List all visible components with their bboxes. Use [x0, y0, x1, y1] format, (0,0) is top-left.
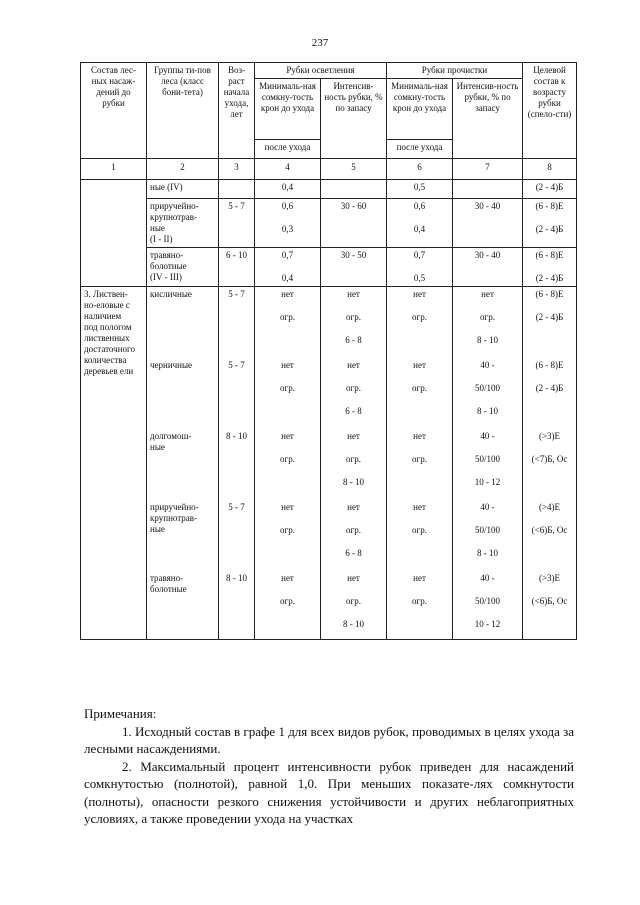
value-cell: 0,5	[413, 273, 426, 283]
value-cell: огр.	[346, 312, 361, 322]
value-cell: 50/100	[475, 525, 501, 535]
composition-line: деревьев ели	[84, 366, 134, 376]
value-cell: нет	[413, 431, 426, 441]
value-cell: огр.	[412, 525, 427, 535]
group-cell: (IV - III)	[150, 272, 182, 282]
composition-cell-empty	[81, 180, 147, 287]
header-clearing-cuts: Рубки осветления	[255, 63, 387, 79]
column-numbers-row	[81, 159, 577, 180]
table-row	[81, 248, 577, 287]
group-cell: ные (IV)	[150, 182, 183, 192]
value-cell: нет	[413, 289, 426, 299]
value-cell: 0,4	[281, 182, 294, 192]
header-intensity-1: Интенсив-ность рубки, % по запасу	[321, 79, 387, 159]
value-cell: нет	[281, 289, 294, 299]
value-cell: 30 - 50	[340, 250, 367, 260]
value-cell: нет	[281, 502, 294, 512]
value-cell: 50/100	[475, 596, 501, 606]
value-cell: 40 -	[480, 573, 495, 583]
col-number: 2	[147, 159, 219, 180]
composition-line: лиственных	[84, 333, 130, 343]
value-cell: (>3)Е	[538, 431, 561, 441]
age-cell: 5 - 7	[228, 289, 245, 299]
value-cell: 0,4	[281, 273, 294, 283]
header-intensity-2: Интенсив-ность рубки, % по запасу	[453, 79, 523, 159]
value-cell: (6 - 8)Е	[535, 289, 564, 299]
header-min-density-2: Минималь-ная сомкну-тость крон до ухода	[387, 79, 453, 140]
value-cell: (>4)Е	[538, 502, 561, 512]
composition-cell	[81, 287, 147, 640]
value-cell: нет	[347, 573, 360, 583]
value-cell: нет	[281, 431, 294, 441]
header-target-composition: Целевой состав к возрасту рубки (спело-сти)	[523, 63, 577, 159]
value-cell: огр.	[280, 454, 295, 464]
value-cell: нет	[413, 360, 426, 370]
header-after-care-2: после ухода	[387, 140, 453, 159]
composition-line: но-еловые с	[84, 300, 130, 310]
col-number: 4	[255, 159, 321, 180]
value-cell: 0,6	[413, 201, 426, 211]
group-cell: приручейно-	[150, 201, 199, 211]
col-number: 6	[387, 159, 453, 180]
col-number: 3	[219, 159, 255, 180]
notes-section	[84, 705, 574, 828]
value-cell: (2 - 4)Б	[535, 182, 564, 192]
value-cell: (<6)Б, Ос	[531, 596, 568, 606]
value-cell: огр.	[280, 383, 295, 393]
group-cell: ные	[150, 442, 165, 452]
group-cell: болотные	[150, 261, 187, 271]
value-cell: 40 -	[480, 502, 495, 512]
value-cell: огр.	[346, 596, 361, 606]
value-cell: (2 - 4)Б	[535, 312, 564, 322]
group-cell: приручейно-	[150, 502, 199, 512]
value-cell: (2 - 4)Б	[535, 383, 564, 393]
value-cell: 50/100	[475, 383, 501, 393]
composition-line: достаточного	[84, 344, 135, 354]
value-cell: огр.	[280, 596, 295, 606]
col-number: 1	[81, 159, 147, 180]
table-row	[81, 199, 577, 248]
header-after-care-1: после ухода	[255, 140, 321, 159]
value-cell: (>3)Е	[538, 573, 561, 583]
value-cell: 0,4	[413, 224, 426, 234]
value-cell: огр.	[412, 383, 427, 393]
value-cell: огр.	[346, 454, 361, 464]
value-cell: 10 - 12	[474, 619, 501, 629]
group-cell: долгомош-	[150, 431, 192, 441]
value-cell: 50/100	[475, 454, 501, 464]
page-number: 237	[311, 37, 329, 49]
value-cell: нет	[413, 502, 426, 512]
table-row	[81, 287, 577, 640]
group-cell: травяно-	[150, 250, 184, 260]
value-cell: огр.	[480, 312, 495, 322]
group-cell: кисличные	[150, 289, 192, 299]
value-cell: нет	[481, 289, 494, 299]
value-cell: 30 - 40	[474, 201, 501, 211]
composition-line: количества	[84, 355, 127, 365]
table-row	[81, 180, 577, 199]
value-cell: 8 - 10	[343, 619, 364, 629]
value-cell: 40 -	[480, 431, 495, 441]
group-cell: болотные	[150, 584, 187, 594]
value-cell: 10 - 12	[474, 477, 501, 487]
value-cell: 30 - 40	[474, 250, 501, 260]
value-cell: (<6)Б, Ос	[531, 525, 568, 535]
value-cell: нет	[347, 431, 360, 441]
value-cell: (6 - 8)Е	[535, 250, 564, 260]
group-cell: крупнотрав-	[150, 212, 198, 222]
value-cell: 0,3	[281, 224, 294, 234]
note-1: 1. Исходный состав в графе 1 для всех видов рубок, проводимых в целях ухода за лесными насаждениями.	[84, 723, 574, 756]
value-cell: (<7)Б, Ос	[531, 454, 568, 464]
value-cell: 6 - 8	[345, 335, 362, 345]
header-composition: Состав лес-ных насаж-дений до рубки	[81, 63, 147, 159]
age-cell: 8 - 10	[226, 573, 247, 583]
value-cell: огр.	[346, 383, 361, 393]
notes-title: Примечания:	[84, 706, 157, 721]
value-cell: нет	[413, 573, 426, 583]
col-number: 7	[453, 159, 523, 180]
value-cell: 0,6	[281, 201, 294, 211]
value-cell: (2 - 4)Б	[535, 273, 564, 283]
value-cell: 0,7	[413, 250, 426, 260]
value-cell: огр.	[346, 525, 361, 535]
header-cleaning-cuts: Рубки прочистки	[387, 63, 523, 79]
value-cell: 30 - 60	[340, 201, 367, 211]
value-cell: 0,7	[281, 250, 294, 260]
value-cell: 6 - 8	[345, 548, 362, 558]
composition-line: 3. Листвен-	[84, 289, 128, 299]
value-cell: 8 - 10	[477, 335, 499, 345]
age-cell: 5 - 7	[228, 502, 245, 512]
header-start-age: Воз-раст начала ухода, лет	[219, 63, 255, 159]
value-cell: нет	[347, 360, 360, 370]
note-2: 2. Максимальный процент интенсивности рубок приведен для насаждений сомкнутостью (полнотой), равной 1,0. При меньших показате-лях сомкнутости (полноты), опасности резкого снижения устойчивости и других неблагоприятных условиях, а также проведении ухода на участках	[84, 758, 574, 826]
composition-line: под пологом	[84, 322, 132, 332]
header-forest-groups: Группы ти-пов леса (класс бони-тета)	[147, 63, 219, 159]
age-cell: 6 - 10	[226, 250, 247, 260]
value-cell: нет	[347, 502, 360, 512]
group-cell: (I - II)	[150, 234, 173, 244]
value-cell: огр.	[412, 454, 427, 464]
value-cell: 6 - 8	[345, 406, 362, 416]
age-cell: 5 - 7	[228, 360, 245, 370]
col-number: 5	[321, 159, 387, 180]
group-cell: ные	[150, 223, 165, 233]
col-number: 8	[523, 159, 577, 180]
value-cell: нет	[347, 289, 360, 299]
value-cell: (6 - 8)Е	[535, 360, 564, 370]
value-cell: нет	[281, 360, 294, 370]
group-cell: ные	[150, 524, 165, 534]
value-cell: (2 - 4)Б	[535, 224, 564, 234]
value-cell: 8 - 10	[477, 548, 499, 558]
age-cell: 5 - 7	[228, 201, 245, 211]
value-cell: 8 - 10	[477, 406, 499, 416]
value-cell: 0,5	[413, 182, 426, 192]
value-cell: огр.	[412, 596, 427, 606]
composition-line: наличием	[84, 311, 122, 321]
value-cell: 40 -	[480, 360, 495, 370]
value-cell: нет	[281, 573, 294, 583]
group-cell: черничные	[150, 360, 193, 370]
value-cell: 8 - 10	[343, 477, 364, 487]
forest-care-table	[80, 62, 577, 640]
header-min-density-1: Минималь-ная сомкну-тость крон до ухода	[255, 79, 321, 140]
age-cell: 8 - 10	[226, 431, 247, 441]
group-cell: крупнотрав-	[150, 513, 198, 523]
value-cell: огр.	[412, 312, 427, 322]
value-cell: огр.	[280, 312, 295, 322]
value-cell: огр.	[280, 525, 295, 535]
group-cell: травяно-	[150, 573, 184, 583]
value-cell: (6 - 8)Е	[535, 201, 564, 211]
